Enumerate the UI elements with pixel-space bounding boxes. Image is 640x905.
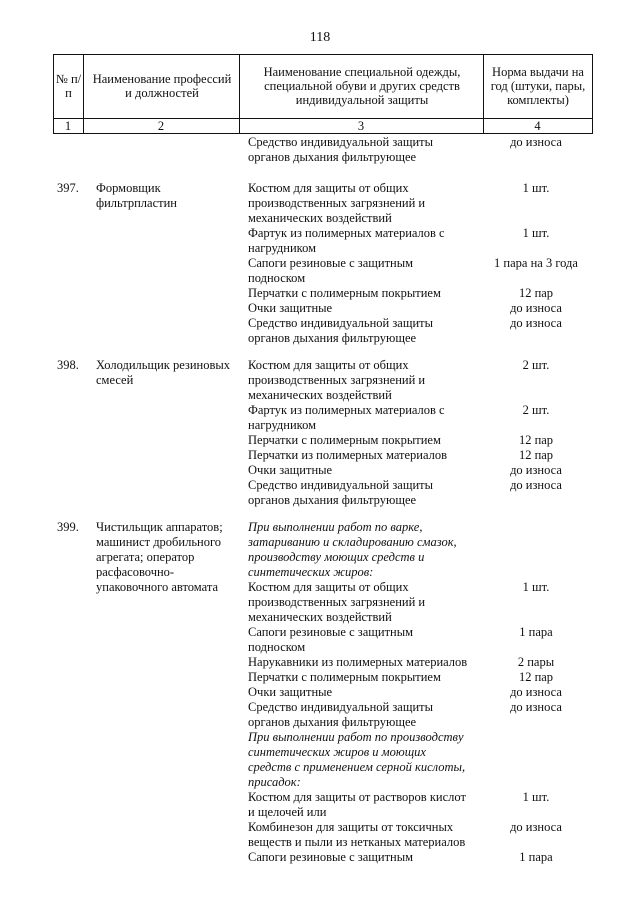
equipment-item: При выполнении работ по варке, bbox=[248, 520, 423, 534]
equipment-item: Костюм для защиты от общих bbox=[248, 580, 409, 594]
equipment-item: Сапоги резиновые с защитным bbox=[248, 850, 414, 864]
header-num-4: 4 bbox=[534, 119, 541, 133]
equipment-item: При выполнении работ по производству bbox=[248, 730, 464, 744]
equipment-item: Перчатки с полимерным покрытием bbox=[248, 670, 441, 684]
issue-norm: до износа bbox=[510, 478, 562, 492]
equipment-item: производственных загрязнений и bbox=[248, 196, 426, 210]
row-number: 397. bbox=[57, 181, 79, 195]
equipment-item: Перчатки с полимерным покрытием bbox=[248, 433, 441, 447]
equipment-item: Очки защитные bbox=[248, 685, 333, 699]
row-number: 399. bbox=[57, 520, 79, 534]
issue-norm: до износа bbox=[510, 463, 562, 477]
issue-norm: 1 пара bbox=[519, 850, 553, 864]
equipment-item: синтетических жиров и моющих bbox=[248, 745, 426, 759]
header-col-profession: Наименование профессий и должностей bbox=[92, 72, 232, 100]
equipment-item: Средство индивидуальной защиты bbox=[248, 135, 434, 149]
page-number: 118 bbox=[309, 30, 331, 45]
equipment-item: Перчатки из полимерных материалов bbox=[248, 448, 448, 462]
issue-norm: 1 шт. bbox=[522, 790, 550, 804]
profession-name: упаковочного автомата bbox=[96, 580, 218, 594]
equipment-item: подноском bbox=[248, 271, 306, 285]
equipment-item: механических воздействий bbox=[248, 211, 392, 225]
issue-norm: до износа bbox=[510, 301, 562, 315]
equipment-item: Очки защитные bbox=[248, 463, 333, 477]
issue-norm: 1 шт. bbox=[522, 580, 550, 594]
equipment-item: Костюм для защиты от общих bbox=[248, 181, 409, 195]
profession-name: фильтрпластин bbox=[96, 196, 177, 210]
equipment-item: производственных загрязнений и bbox=[248, 595, 426, 609]
issue-norm: 2 пары bbox=[517, 655, 555, 669]
equipment-item: Фартук из полимерных материалов с bbox=[248, 226, 445, 240]
issue-norm: 12 пар bbox=[518, 433, 554, 447]
equipment-item: присадок: bbox=[248, 775, 301, 789]
issue-norm: 12 пар bbox=[518, 286, 554, 300]
equipment-item: и щелочей или bbox=[248, 805, 327, 819]
issue-norm: до износа bbox=[510, 820, 562, 834]
profession-name: смесей bbox=[96, 373, 134, 387]
equipment-item: синтетических жиров: bbox=[248, 565, 374, 579]
equipment-item: затариванию и складированию смазок, bbox=[248, 535, 457, 549]
equipment-item: нагрудником bbox=[248, 241, 317, 255]
issue-norm: до износа bbox=[510, 135, 562, 149]
equipment-item: подноском bbox=[248, 640, 306, 654]
issue-norm: 1 пара bbox=[519, 625, 553, 639]
equipment-item: Нарукавники из полимерных материалов bbox=[248, 655, 468, 669]
header-col-norm: Норма выдачи на год (штуки, пары, комплекты) bbox=[490, 65, 586, 107]
equipment-item: Очки защитные bbox=[248, 301, 333, 315]
equipment-item: нагрудником bbox=[248, 418, 317, 432]
issue-norm: 1 пара на 3 года bbox=[494, 256, 578, 270]
equipment-item: веществ и пыли из нетканых материалов bbox=[248, 835, 466, 849]
equipment-item: Средство индивидуальной защиты bbox=[248, 700, 434, 714]
issue-norm: до износа bbox=[510, 700, 562, 714]
equipment-item: органов дыхания фильтрующее bbox=[248, 493, 417, 507]
equipment-item: Средство индивидуальной защиты bbox=[248, 316, 434, 330]
equipment-item: Комбинезон для защиты от токсичных bbox=[248, 820, 454, 834]
issue-norm: 1 шт. bbox=[522, 226, 550, 240]
header-num-2: 2 bbox=[157, 119, 165, 133]
profession-name: агрегата; оператор bbox=[96, 550, 195, 564]
table-header bbox=[53, 54, 593, 133]
header-top-border bbox=[53, 54, 593, 55]
equipment-item: Костюм для защиты от растворов кислот bbox=[248, 790, 466, 804]
profession-name: Холодильщик резиновых bbox=[96, 358, 231, 372]
header-col-equipment: Наименование специальной одежды, специальной обуви и других средств индивидуальной защиты bbox=[263, 65, 461, 107]
issue-norm: 1 шт. bbox=[522, 181, 550, 195]
equipment-item: органов дыхания фильтрующее bbox=[248, 715, 417, 729]
profession-name: расфасовочно- bbox=[96, 565, 175, 579]
equipment-item: органов дыхания фильтрующее bbox=[248, 331, 417, 345]
profession-name: Формовщик bbox=[96, 181, 161, 195]
equipment-item: производственных загрязнений и bbox=[248, 373, 426, 387]
header-border-right bbox=[592, 54, 593, 133]
row-number: 398. bbox=[57, 358, 79, 372]
equipment-item: Средство индивидуальной защиты bbox=[248, 478, 434, 492]
equipment-item: органов дыхания фильтрующее bbox=[248, 150, 417, 164]
issue-norm: до износа bbox=[510, 685, 562, 699]
header-col-num: № п/п bbox=[55, 72, 82, 100]
profession-name: машинист дробильного bbox=[96, 535, 222, 549]
equipment-item: механических воздействий bbox=[248, 610, 392, 624]
profession-name: Чистильщик аппаратов; bbox=[96, 520, 223, 534]
issue-norm: 12 пар bbox=[518, 670, 554, 684]
equipment-item: Костюм для защиты от общих bbox=[248, 358, 409, 372]
equipment-item: Перчатки с полимерным покрытием bbox=[248, 286, 441, 300]
equipment-item: Фартук из полимерных материалов с bbox=[248, 403, 445, 417]
equipment-item: Сапоги резиновые с защитным bbox=[248, 625, 414, 639]
issue-norm: 12 пар bbox=[518, 448, 554, 462]
equipment-item: средств с применением серной кислоты, bbox=[248, 760, 466, 774]
equipment-item: Сапоги резиновые с защитным bbox=[248, 256, 414, 270]
issue-norm: 2 шт. bbox=[522, 358, 550, 372]
issue-norm: 2 шт. bbox=[522, 403, 550, 417]
header-num-3: 3 bbox=[357, 119, 365, 133]
header-bottom-border bbox=[53, 133, 593, 134]
header-num-1: 1 bbox=[64, 119, 72, 133]
equipment-item: механических воздействий bbox=[248, 388, 392, 402]
equipment-item: производству моющих средств и bbox=[248, 550, 425, 564]
issue-norm: до износа bbox=[510, 316, 562, 330]
